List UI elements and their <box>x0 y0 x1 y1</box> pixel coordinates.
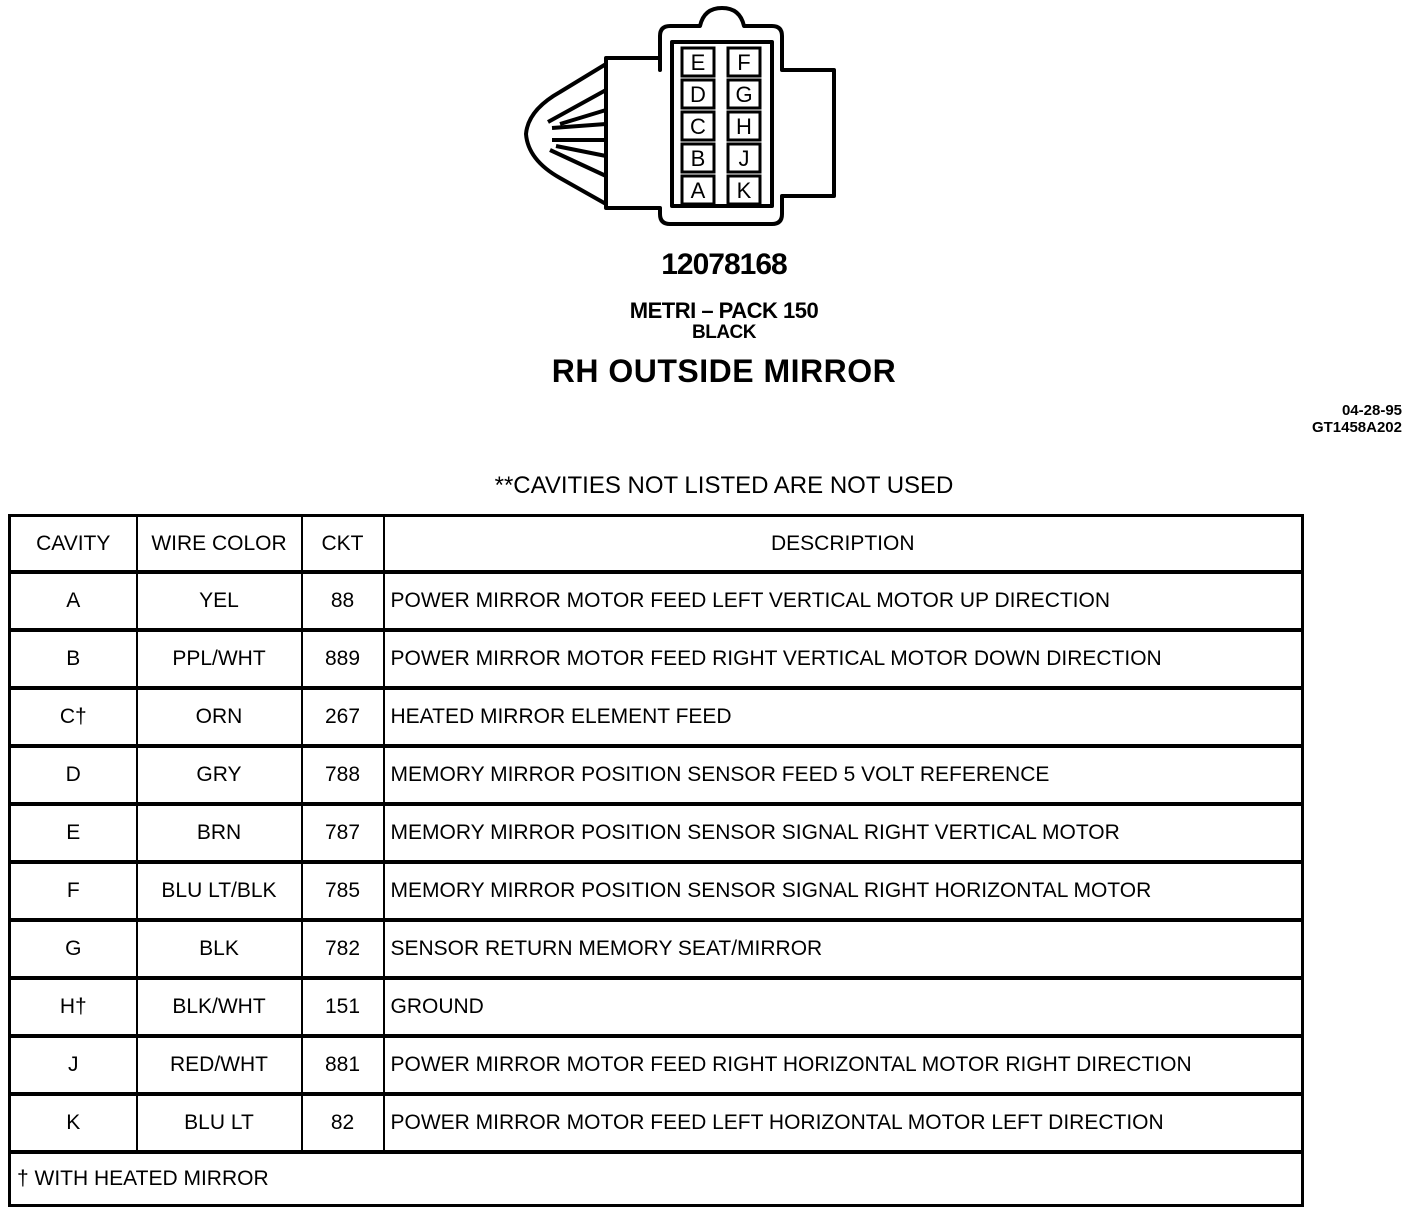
unused-cavities-note: **CAVITIES NOT LISTED ARE NOT USED <box>494 472 954 499</box>
cell-ckt: 151 <box>302 978 384 1036</box>
cell-description: POWER MIRROR MOTOR FEED LEFT HORIZONTAL MOTOR LEFT DIRECTION <box>384 1094 1303 1152</box>
cell-wire-color: YEL <box>137 572 302 630</box>
cell-description: MEMORY MIRROR POSITION SENSOR SIGNAL RIGHT HORIZONTAL MOTOR <box>384 862 1303 920</box>
pinout-table <box>8 514 1304 1207</box>
header-description: DESCRIPTION <box>384 516 1303 573</box>
reference-date: 04-28-95 <box>1341 402 1402 419</box>
cell-ckt: 267 <box>302 688 384 746</box>
cell-cavity: B <box>10 630 137 688</box>
cavity-label-d: D <box>690 82 706 107</box>
cell-description: MEMORY MIRROR POSITION SENSOR FEED 5 VOLT REFERENCE <box>384 746 1303 804</box>
cell-description: POWER MIRROR MOTOR FEED RIGHT HORIZONTAL MOTOR RIGHT DIRECTION <box>384 1036 1303 1094</box>
cell-wire-color: RED/WHT <box>137 1036 302 1094</box>
cell-ckt: 787 <box>302 804 384 862</box>
connector-face-diagram <box>518 2 848 234</box>
cell-cavity: J <box>10 1036 137 1094</box>
cell-ckt: 88 <box>302 572 384 630</box>
cavity-label-k: K <box>736 178 752 203</box>
table-row <box>10 804 1303 862</box>
header-ckt: CKT <box>302 516 384 573</box>
cell-ckt: 889 <box>302 630 384 688</box>
cell-description: SENSOR RETURN MEMORY SEAT/MIRROR <box>384 920 1303 978</box>
part-number: 12078168 <box>661 248 787 281</box>
cell-wire-color: BLK <box>137 920 302 978</box>
cell-wire-color: BLU LT <box>137 1094 302 1152</box>
cell-cavity: C† <box>10 688 137 746</box>
table-row <box>10 920 1303 978</box>
table-row <box>10 746 1303 804</box>
table-header-row <box>10 516 1303 573</box>
cell-ckt: 782 <box>302 920 384 978</box>
cell-ckt: 785 <box>302 862 384 920</box>
cell-description: MEMORY MIRROR POSITION SENSOR SIGNAL RIGHT VERTICAL MOTOR <box>384 804 1303 862</box>
cavity-label-e: E <box>690 50 706 75</box>
cell-wire-color: BLU LT/BLK <box>137 862 302 920</box>
cavity-label-g: G <box>735 82 753 107</box>
header-cavity: CAVITY <box>10 516 137 573</box>
table-row <box>10 1036 1303 1094</box>
cell-description: POWER MIRROR MOTOR FEED LEFT VERTICAL MOTOR UP DIRECTION <box>384 572 1303 630</box>
connector-color: BLACK <box>692 322 756 343</box>
cell-cavity: D <box>10 746 137 804</box>
cavity-label-h: H <box>736 114 752 139</box>
table-row <box>10 688 1303 746</box>
cell-wire-color: GRY <box>137 746 302 804</box>
cell-ckt: 82 <box>302 1094 384 1152</box>
cell-cavity: E <box>10 804 137 862</box>
cell-description: POWER MIRROR MOTOR FEED RIGHT VERTICAL MOTOR DOWN DIRECTION <box>384 630 1303 688</box>
table-footnote-row <box>10 1152 1303 1206</box>
cell-ckt: 881 <box>302 1036 384 1094</box>
cell-wire-color: BLK/WHT <box>137 978 302 1036</box>
table-row <box>10 572 1303 630</box>
connector-title: RH OUTSIDE MIRROR <box>551 353 897 389</box>
cell-ckt: 788 <box>302 746 384 804</box>
locking-ramp <box>526 64 606 204</box>
reference-code: GT1458A202 <box>1311 419 1402 436</box>
cavity-label-j: J <box>738 146 750 171</box>
cell-wire-color: ORN <box>137 688 302 746</box>
cell-cavity: A <box>10 572 137 630</box>
cavity-label-c: C <box>690 114 706 139</box>
table-row <box>10 862 1303 920</box>
cell-cavity: G <box>10 920 137 978</box>
table-row <box>10 1094 1303 1152</box>
cell-wire-color: PPL/WHT <box>137 630 302 688</box>
cell-cavity: F <box>10 862 137 920</box>
table-row <box>10 630 1303 688</box>
cell-wire-color: BRN <box>137 804 302 862</box>
cavity-label-f: F <box>737 50 751 75</box>
cell-description: HEATED MIRROR ELEMENT FEED <box>384 688 1303 746</box>
header-wire-color: WIRE COLOR <box>137 516 302 573</box>
table-row <box>10 978 1303 1036</box>
cavity-label-b: B <box>690 146 706 171</box>
cell-cavity: K <box>10 1094 137 1152</box>
cell-description: GROUND <box>384 978 1303 1036</box>
cell-cavity: H† <box>10 978 137 1036</box>
connector-type: METRI – PACK 150 <box>629 298 819 323</box>
cavity-label-a: A <box>690 178 706 203</box>
table-footnote: † WITH HEATED MIRROR <box>10 1152 1303 1206</box>
